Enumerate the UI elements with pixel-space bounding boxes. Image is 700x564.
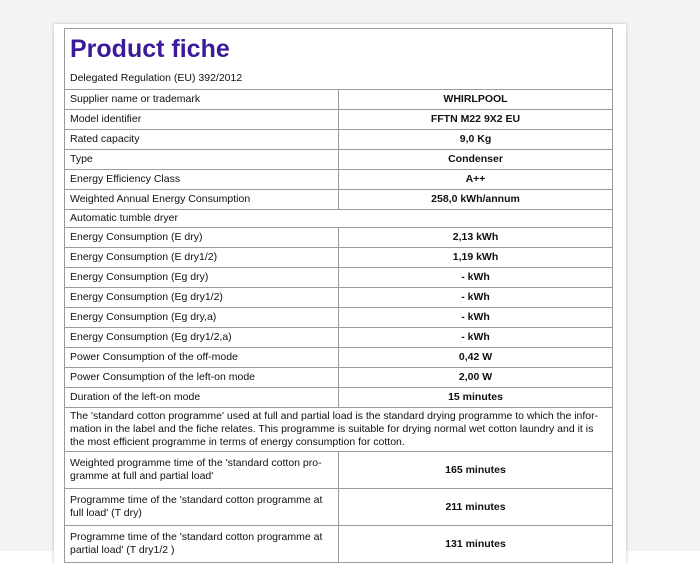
row-label: Energy Efficiency Class (65, 170, 339, 190)
rows-mid (65, 228, 613, 408)
table-row (65, 150, 613, 170)
row-label: Energy Consumption (Eg dry) (65, 268, 339, 288)
row-label: Weighted programme time of the 'standard cotton pro-gramme at full and partial load' (65, 452, 339, 489)
row-label: Supplier name or trademark (65, 90, 339, 110)
table-row (65, 489, 613, 526)
row-label: Type (65, 150, 339, 170)
row-value: 0,42 W (339, 348, 613, 368)
table-row (65, 328, 613, 348)
table-row (65, 190, 613, 210)
note-row (65, 408, 613, 452)
row-value: 15 minutes (339, 388, 613, 408)
section-label: Automatic tumble dryer (65, 210, 613, 228)
header-row (65, 29, 613, 90)
row-label: Energy Consumption (Eg dry1/2) (65, 288, 339, 308)
row-value: 131 minutes (339, 526, 613, 563)
page-title: Product fiche (70, 35, 230, 63)
row-label: Power Consumption of the off-mode (65, 348, 339, 368)
regulation-reference: Delegated Regulation (EU) 392/2012 (70, 72, 243, 84)
row-value: WHIRLPOOL (339, 90, 613, 110)
row-value: A++ (339, 170, 613, 190)
row-label: Model identifier (65, 110, 339, 130)
table-row (65, 130, 613, 150)
section-row (65, 210, 613, 228)
row-value: - kWh (339, 288, 613, 308)
row-label: Power Consumption of the left-on mode (65, 368, 339, 388)
table-row (65, 452, 613, 489)
row-value: - kWh (339, 268, 613, 288)
table-row (65, 388, 613, 408)
row-label: Energy Consumption (Eg dry1/2,a) (65, 328, 339, 348)
table-row (65, 90, 613, 110)
row-value: 1,19 kWh (339, 248, 613, 268)
row-label: Energy Consumption (E dry) (65, 228, 339, 248)
row-value: 2,13 kWh (339, 228, 613, 248)
table-row (65, 526, 613, 563)
table-row (65, 248, 613, 268)
row-value: 2,00 W (339, 368, 613, 388)
row-label: Programme time of the 'standard cotton programme at partial load' (T dry1/2 ) (65, 526, 339, 563)
row-label: Energy Consumption (E dry1/2) (65, 248, 339, 268)
table-row (65, 288, 613, 308)
table-row (65, 268, 613, 288)
row-value: - kWh (339, 308, 613, 328)
table-row (65, 368, 613, 388)
product-fiche-table (64, 28, 613, 563)
header-cell (65, 29, 613, 90)
row-label: Weighted Annual Energy Consumption (65, 190, 339, 210)
row-value: 9,0 Kg (339, 130, 613, 150)
table-row (65, 308, 613, 328)
row-value: - kWh (339, 328, 613, 348)
row-value: Condenser (339, 150, 613, 170)
rows-top (65, 90, 613, 210)
row-label: Energy Consumption (Eg dry,a) (65, 308, 339, 328)
table-row (65, 348, 613, 368)
row-value: 211 minutes (339, 489, 613, 526)
row-label: Programme time of the 'standard cotton programme at full load' (T dry) (65, 489, 339, 526)
row-value: 165 minutes (339, 452, 613, 489)
table-row (65, 170, 613, 190)
standard-programme-note: The 'standard cotton programme' used at full and partial load is the standard drying programme to which the infor-mation in the label and the fiche relates. This programme is suitable for drying normal wet cotton laundry and it is the most efficient programme in terms of energy consumption for cotton. (65, 408, 613, 452)
table-row (65, 110, 613, 130)
table-row (65, 228, 613, 248)
row-value: 258,0 kWh/annum (339, 190, 613, 210)
row-label: Rated capacity (65, 130, 339, 150)
rows-bottom (65, 452, 613, 563)
row-label: Duration of the left-on mode (65, 388, 339, 408)
row-value: FFTN M22 9X2 EU (339, 110, 613, 130)
